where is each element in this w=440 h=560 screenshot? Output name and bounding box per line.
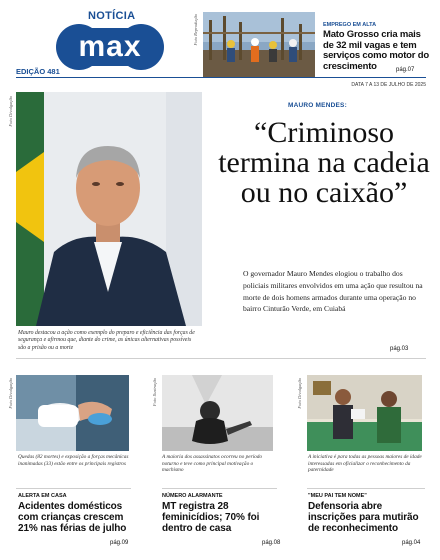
col3-photo-credit: Foto Divulgação (297, 378, 302, 409)
masthead-divider (16, 77, 426, 78)
col3-page-ref: pág.04 (402, 540, 421, 546)
hero-kicker: MAURO MENDES: (288, 102, 347, 109)
teaser-headline[interactable]: Mato Grosso cria mais de 32 mil vagas e tem serviços como motor do crescimento (323, 29, 429, 72)
logo-top-text: NOTÍCIA (88, 10, 136, 22)
col1-photo[interactable] (16, 375, 129, 451)
col3-caption: A iniciativa é para todas as pessoas maiores de idade interessadas em oficializar o reconhecimento da paternidade (308, 454, 422, 474)
col2-photo[interactable] (162, 375, 273, 451)
hero-photo[interactable] (16, 92, 202, 326)
teaser-photo[interactable] (203, 12, 315, 78)
edition-number: EDIÇÃO 481 (16, 67, 60, 76)
hero-body-text: O governador Mauro Mendes elogiou o trabalho dos policiais militares envolvidos em uma ação que resultou na morte de dois homens armados durante uma operação no bairro Cinturão Verde, em Cuiabá (243, 269, 423, 314)
col1-photo-credit: Foto Divulgação (8, 378, 13, 409)
hero-headline-quote[interactable]: “Criminoso termina na cadeia ou no caixão” (218, 116, 430, 209)
col1-page-ref: pág.09 (110, 540, 129, 546)
col3-kicker: "MEU PAI TEM NOME" (308, 493, 367, 499)
col1-headline[interactable]: Acidentes domésticos com crianças crescem 21% nas férias de julho (18, 501, 127, 534)
masthead-logo[interactable] (56, 10, 164, 72)
col1-kicker: ALERTA EM CASA (18, 493, 67, 499)
col3-photo[interactable] (307, 375, 422, 451)
col2-photo-credit: Foto Ilustração (152, 378, 157, 407)
teaser-kicker: EMPREGO EM ALTA (323, 22, 377, 28)
teaser-page-ref: pág.07 (396, 67, 415, 73)
logo-word: max (78, 30, 142, 63)
hero-photo-credit: Foto Divulgação (8, 96, 13, 127)
col2-caption: A maioria dos assassinatos ocorreu no período noturno e teve como principal motivação o machismo (162, 454, 263, 474)
col1-divider (16, 488, 131, 489)
col2-page-ref: pág.08 (262, 540, 281, 546)
hero-photo-caption: Mauro destacou a ação como exemplo do preparo e eficiência das forças de segurança e afirmou que, diante do crime, as únicas alternativas possíveis são a prisão ou a morte (18, 330, 195, 351)
section-divider (16, 358, 426, 359)
hero-page-ref: pág.03 (390, 346, 409, 352)
issue-date: DATA 7 A 13 DE JULHO DE 2025 (351, 82, 426, 88)
col2-kicker: NÚMERO ALARMANTE (162, 493, 223, 499)
col3-headline[interactable]: Defensoria abre inscrições para mutirão de reconhecimento (308, 501, 419, 534)
col2-headline[interactable]: MT registra 28 feminicídios; 70% foi dentro de casa (162, 501, 260, 534)
logo-body (56, 24, 164, 70)
col2-divider (162, 488, 277, 489)
col1-caption: Quedas (82 mortes) e exposição a forças mecânicas inanimadas (33) estão entre os principais registros (18, 454, 129, 467)
teaser-photo-credit: Foto Reprodução (193, 14, 198, 46)
col3-divider (307, 488, 425, 489)
